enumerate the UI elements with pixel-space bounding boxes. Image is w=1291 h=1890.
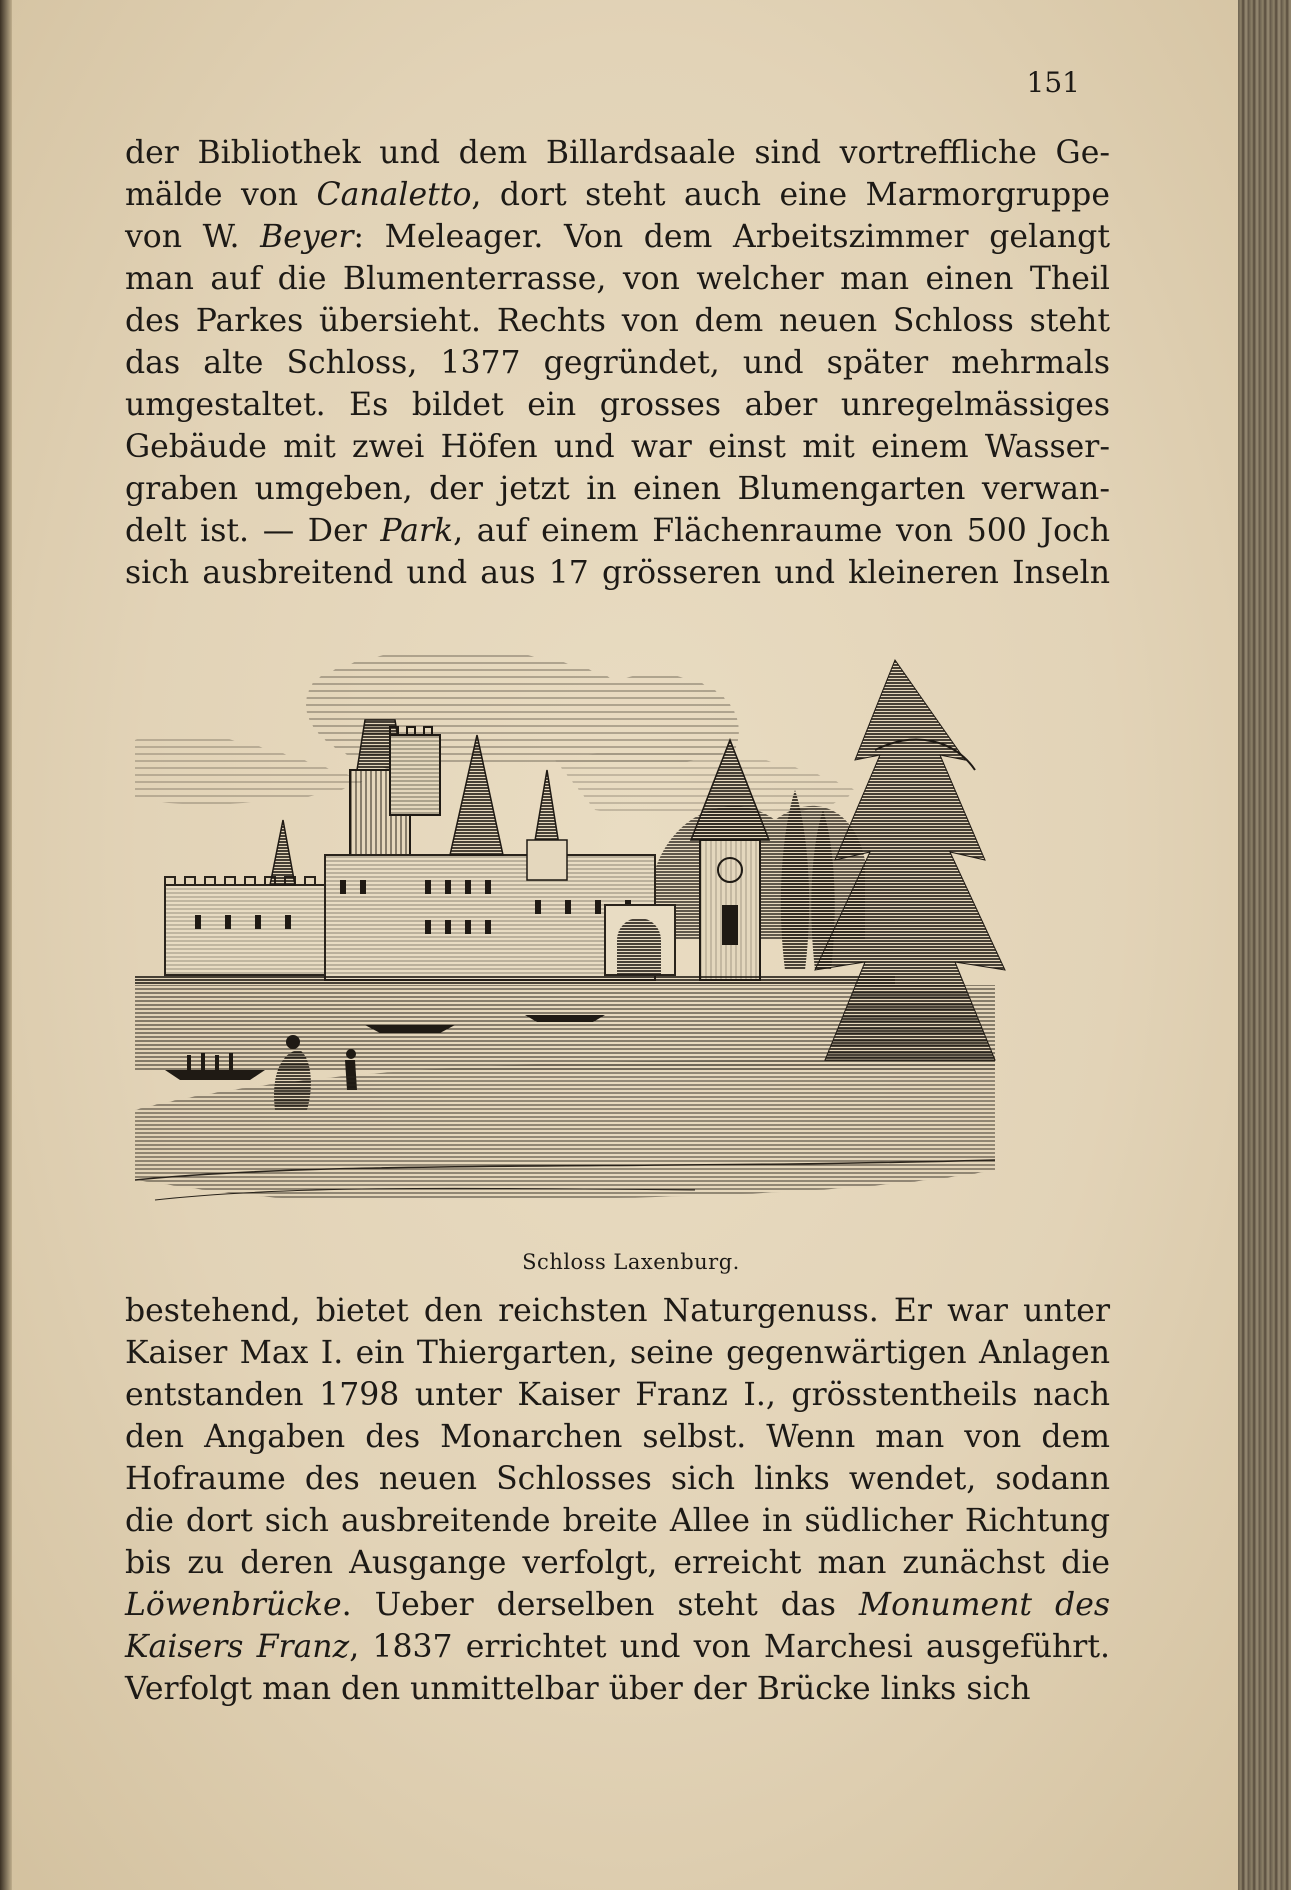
text-segment: das alte Schloss, 1377 gegründet, und später mehrmals bbox=[125, 345, 1110, 381]
text-segment: Kaiser Max I. ein Thiergarten, seine gegenwärtigen Anlagen bbox=[125, 1335, 1110, 1371]
text-line bbox=[125, 426, 1110, 468]
italic-text: Monument des bbox=[858, 1587, 1110, 1623]
page-number: 151 bbox=[1026, 66, 1080, 99]
text-line bbox=[125, 1542, 1110, 1584]
paragraph-bottom bbox=[125, 1290, 1110, 1710]
text-segment: delt ist. — Der bbox=[125, 513, 381, 549]
text-segment: Hofraume des neuen Schlosses sich links wendet, sodann bbox=[125, 1461, 1110, 1497]
text-segment: sich ausbreitend und aus 17 grösseren und kleineren Inseln bbox=[125, 555, 1110, 591]
text-line bbox=[125, 1416, 1110, 1458]
text-segment: bestehend, bietet den reichsten Naturgenuss. Er war unter bbox=[125, 1293, 1110, 1329]
page-gutter-shadow bbox=[0, 0, 12, 1890]
text-line bbox=[125, 174, 1110, 216]
text-line bbox=[125, 1668, 1110, 1710]
text-line bbox=[125, 1458, 1110, 1500]
text-line bbox=[125, 1584, 1110, 1626]
text-segment: des Parkes übersieht. Rechts von dem neuen Schloss steht bbox=[125, 303, 1110, 339]
text-segment: entstanden 1798 unter Kaiser Franz I., grösstentheils nach bbox=[125, 1377, 1110, 1413]
text-segment: umgestaltet. Es bildet ein grosses aber unregelmässiges bbox=[125, 387, 1110, 423]
text-segment: , 1837 errichtet und von Marchesi ausgeführt. bbox=[349, 1629, 1110, 1665]
text-line bbox=[125, 1626, 1110, 1668]
text-segment: graben umgeben, der jetzt in einen Blumengarten verwan- bbox=[125, 471, 1110, 507]
text-segment: von W. bbox=[125, 219, 261, 255]
text-segment: . Ueber derselben steht das bbox=[341, 1587, 859, 1623]
text-line bbox=[125, 510, 1110, 552]
text-line bbox=[125, 216, 1110, 258]
italic-text: Kaisers Franz bbox=[125, 1629, 350, 1665]
text-segment: die dort sich ausbreitende breite Allee in südlicher Richtung bbox=[125, 1503, 1110, 1539]
text-segment: man auf die Blumenterrasse, von welcher man einen Theil bbox=[125, 261, 1110, 297]
text-line bbox=[125, 300, 1110, 342]
italic-text: Park bbox=[380, 513, 454, 549]
text-segment: bis zu deren Ausgange verfolgt, erreicht man zunächst die bbox=[125, 1545, 1110, 1581]
text-line bbox=[125, 552, 1110, 594]
text-line bbox=[125, 384, 1110, 426]
text-segment: Gebäude mit zwei Höfen und war einst mit einem Wasser- bbox=[125, 429, 1110, 465]
text-line bbox=[125, 258, 1110, 300]
text-line bbox=[125, 342, 1110, 384]
italic-text: Löwenbrücke bbox=[125, 1587, 342, 1623]
book-spine-edge bbox=[1238, 0, 1291, 1890]
text-segment: Verfolgt man den unmittelbar über der Brücke links sich bbox=[125, 1671, 1031, 1707]
text-line bbox=[125, 1332, 1110, 1374]
paragraph-top bbox=[125, 132, 1110, 594]
text-line bbox=[125, 1500, 1110, 1542]
figure-caption: Schloss Laxenburg. bbox=[522, 1250, 740, 1274]
engraving-schloss-laxenburg bbox=[135, 640, 1105, 1250]
text-line bbox=[125, 468, 1110, 510]
text-segment: mälde von bbox=[125, 177, 317, 213]
text-segment: der Bibliothek und dem Billardsaale sind vortreffliche Ge- bbox=[125, 135, 1110, 171]
text-segment: , auf einem Flächenraume von 500 Joch bbox=[453, 513, 1110, 549]
text-segment: : Meleager. Von dem Arbeitszimmer gelangt bbox=[353, 219, 1110, 255]
text-line bbox=[125, 1290, 1110, 1332]
text-line bbox=[125, 1374, 1110, 1416]
italic-text: Beyer bbox=[260, 219, 354, 255]
italic-text: Canaletto bbox=[316, 177, 472, 213]
text-line bbox=[125, 132, 1110, 174]
text-segment: , dort steht auch eine Marmorgruppe bbox=[471, 177, 1110, 213]
text-segment: den Angaben des Monarchen selbst. Wenn man von dem bbox=[125, 1419, 1110, 1455]
